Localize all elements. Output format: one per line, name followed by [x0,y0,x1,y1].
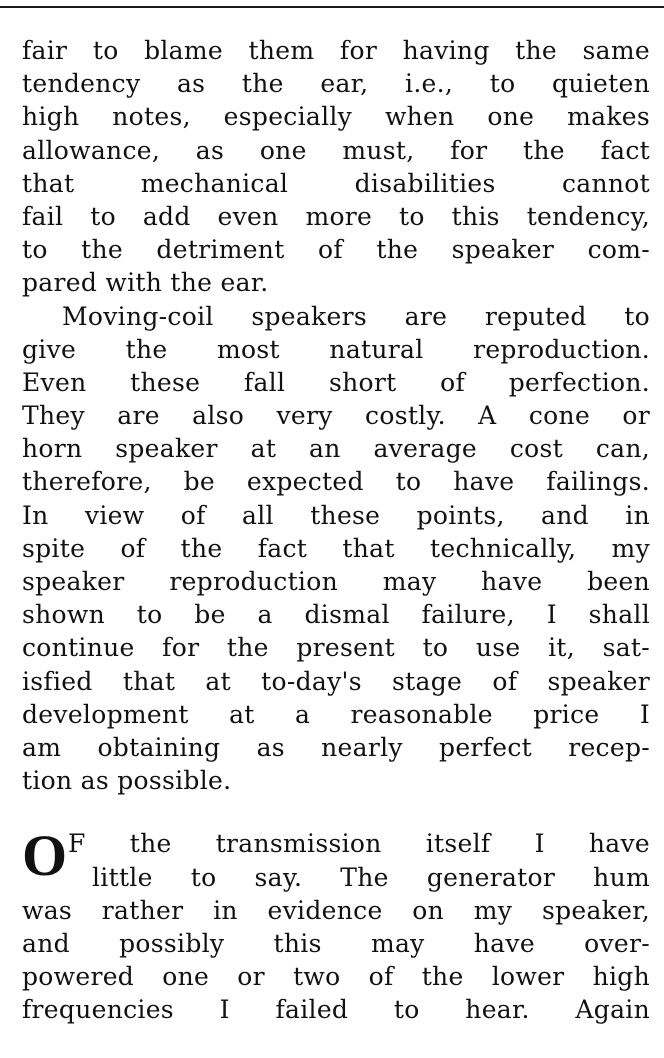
text-line: Even these fall short of perfection. [22,367,650,397]
text-line: isfied that at to-day's stage of speaker [22,666,650,696]
paragraph-1 [22,34,650,300]
text-line: to the detriment of the speaker com- [22,235,650,265]
paragraph-2 [22,300,650,798]
text-line: shown to be a dismal failure, I shall [22,600,650,630]
text-line: and possibly this may have over- [22,928,650,958]
text-line: development at a reasonable price I [22,699,650,729]
text-line: powered one or two of the lower high [22,962,650,992]
text-line: allowance, as one must, for the fact [22,135,650,165]
text-line: am obtaining as nearly perfect recep- [22,732,650,762]
text-line: continue for the present to use it, sat- [22,633,650,663]
text-line: horn speaker at an average cost can, [22,434,650,464]
text-line: tendency as the ear, i.e., to quieten [22,69,650,99]
section-gap [22,797,650,827]
article-column [22,34,650,1026]
text-line: was rather in evidence on my speaker, [22,895,650,925]
text-line: fair to blame them for having the same [22,36,650,65]
text-line: tion as possible. [22,766,232,796]
paragraph-3 [22,823,650,1026]
text-line: high notes, especially when one makes [22,102,650,132]
text-line: In view of all these points, and in [22,500,650,530]
top-rule [0,6,664,8]
text-line: pared with the ear. [22,268,269,298]
text-line: that mechanical disabilities cannot [22,168,650,198]
drop-cap: O [22,823,68,889]
text-line: spite of the fact that technically, my [22,533,650,563]
text-line: little to say. The generator hum [92,862,650,892]
text-line: therefore, be expected to have failings. [22,467,650,497]
text-line: give the most natural reproduction. [22,334,650,364]
text-line: fail to add even more to this tendency, [22,201,650,231]
text-line: frequencies I failed to hear. Again [22,995,650,1025]
text-line: F the transmission itself I have [68,829,650,859]
text-line: They are also very costly. A cone or [22,401,650,431]
text-line: speaker reproduction may have been [22,567,650,596]
text-line: Moving-coil speakers are reputed to [62,301,650,331]
